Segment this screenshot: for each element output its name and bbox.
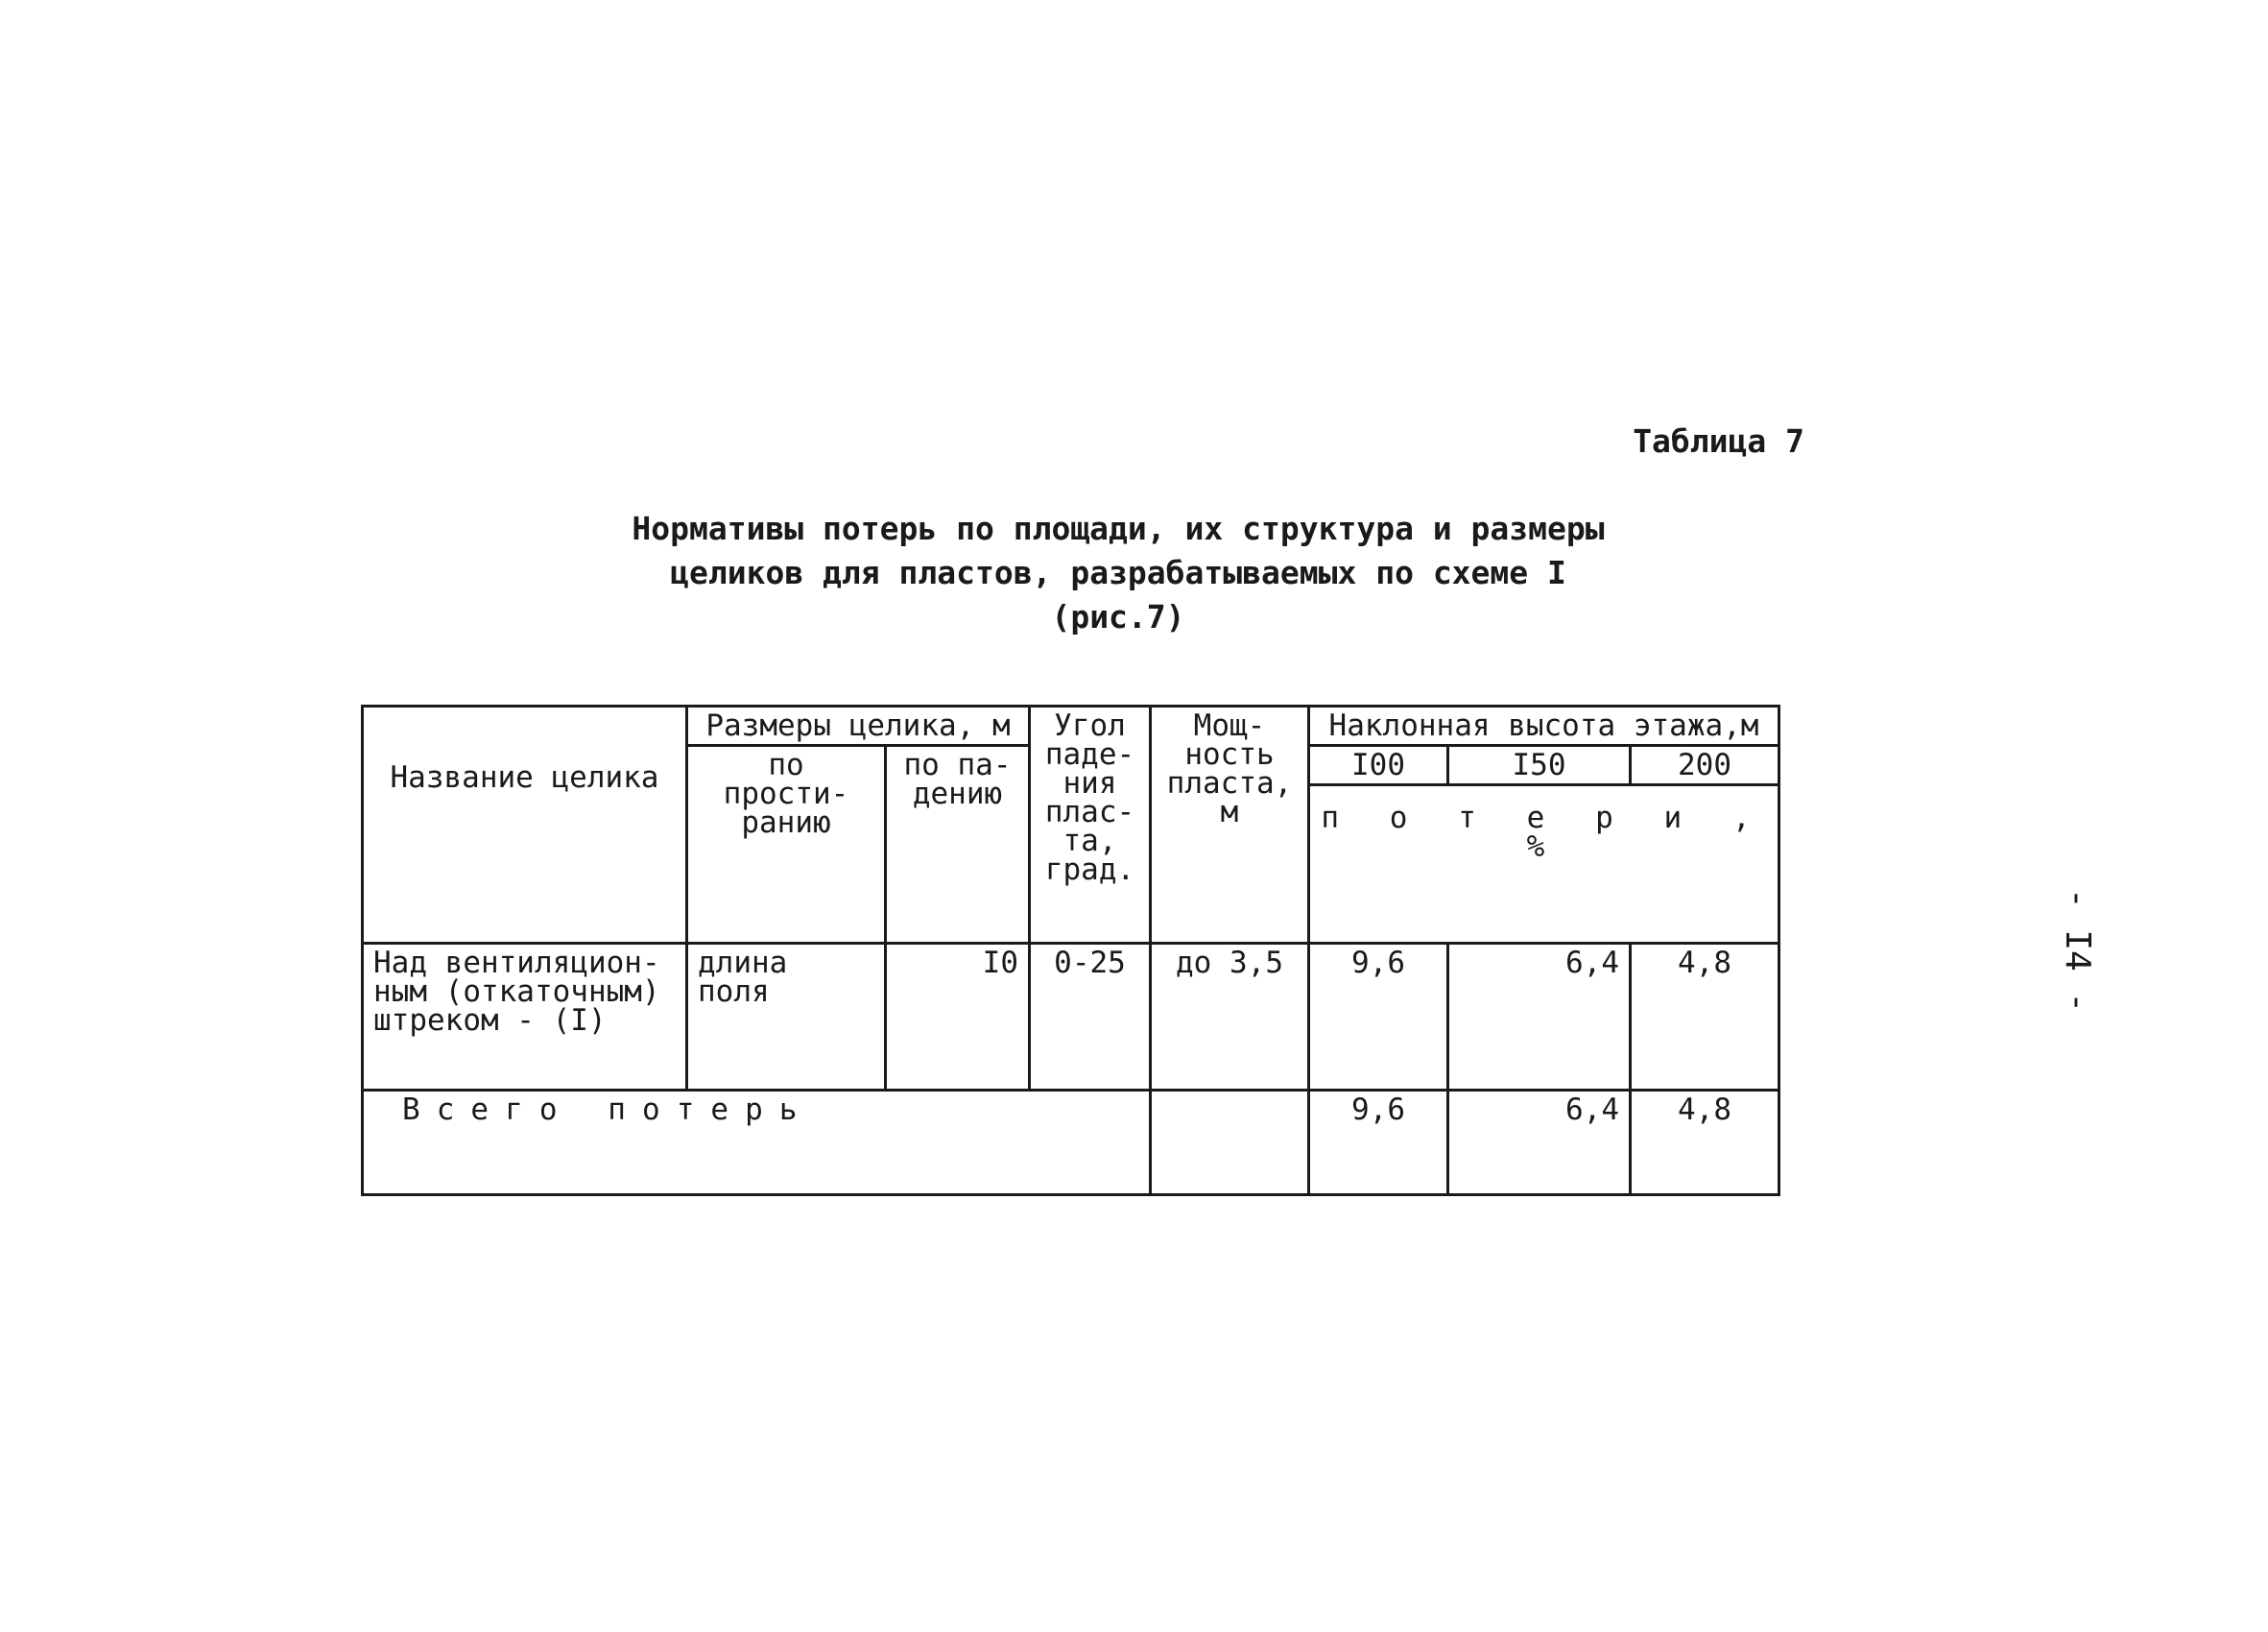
total-label-cell — [363, 1091, 1151, 1195]
title-line-1: Нормативы потерь по площади, их структура и размеры — [632, 510, 1605, 547]
cell-dip-angle: 0-25 — [1030, 944, 1151, 1091]
table-row — [363, 944, 1779, 1091]
total-loss-200: 4,8 — [1631, 1091, 1779, 1195]
total-loss-150: 6,4 — [1448, 1091, 1631, 1195]
header-losses — [1309, 785, 1779, 944]
total-loss-100: 9,6 — [1309, 1091, 1448, 1195]
cell-loss-150: 6,4 — [1448, 944, 1631, 1091]
title-line-3: (рис.7) — [1051, 598, 1185, 636]
header-thickness: Мощ-ность пласта, м — [1151, 707, 1309, 944]
cell-thickness: до 3,5 — [1151, 944, 1309, 1091]
header-height-150: I50 — [1448, 746, 1631, 785]
header-inclined-height: Наклонная высота этажа,м — [1309, 707, 1779, 746]
header-pillar-name: Название целика — [363, 707, 687, 944]
header-pillar-size: Размеры целика, м — [687, 707, 1030, 746]
header-row-1 — [363, 707, 1779, 746]
header-dip-angle: Угол паде-ния плас-та, град. — [1030, 707, 1151, 944]
page-number: - I4 - — [2058, 888, 2097, 1014]
title-line-2: целиков для пластов, разрабатываемых по схеме I — [670, 554, 1566, 591]
cell-loss-100: 9,6 — [1309, 944, 1448, 1091]
cell-along-dip: I0 — [886, 944, 1030, 1091]
header-along-dip: по па-дению — [886, 746, 1030, 944]
total-row — [363, 1091, 1779, 1195]
header-along-strike: по прости-ранию — [687, 746, 886, 944]
cell-pillar-name: Над вентиляцион-ным (откаточным) штреком - (I) — [363, 944, 687, 1091]
total-label: Всего потерь — [402, 1092, 814, 1127]
header-height-200: 200 — [1631, 746, 1779, 785]
total-thickness-empty — [1151, 1091, 1309, 1195]
losses-table — [361, 705, 1780, 1196]
cell-along-strike: длина поля — [687, 944, 886, 1091]
header-losses-text: п о т е р и , % — [1321, 801, 1767, 864]
cell-loss-200: 4,8 — [1631, 944, 1779, 1091]
table-number-label: Таблица 7 — [1633, 422, 1804, 460]
header-height-100: I00 — [1309, 746, 1448, 785]
table-title — [537, 507, 1699, 639]
